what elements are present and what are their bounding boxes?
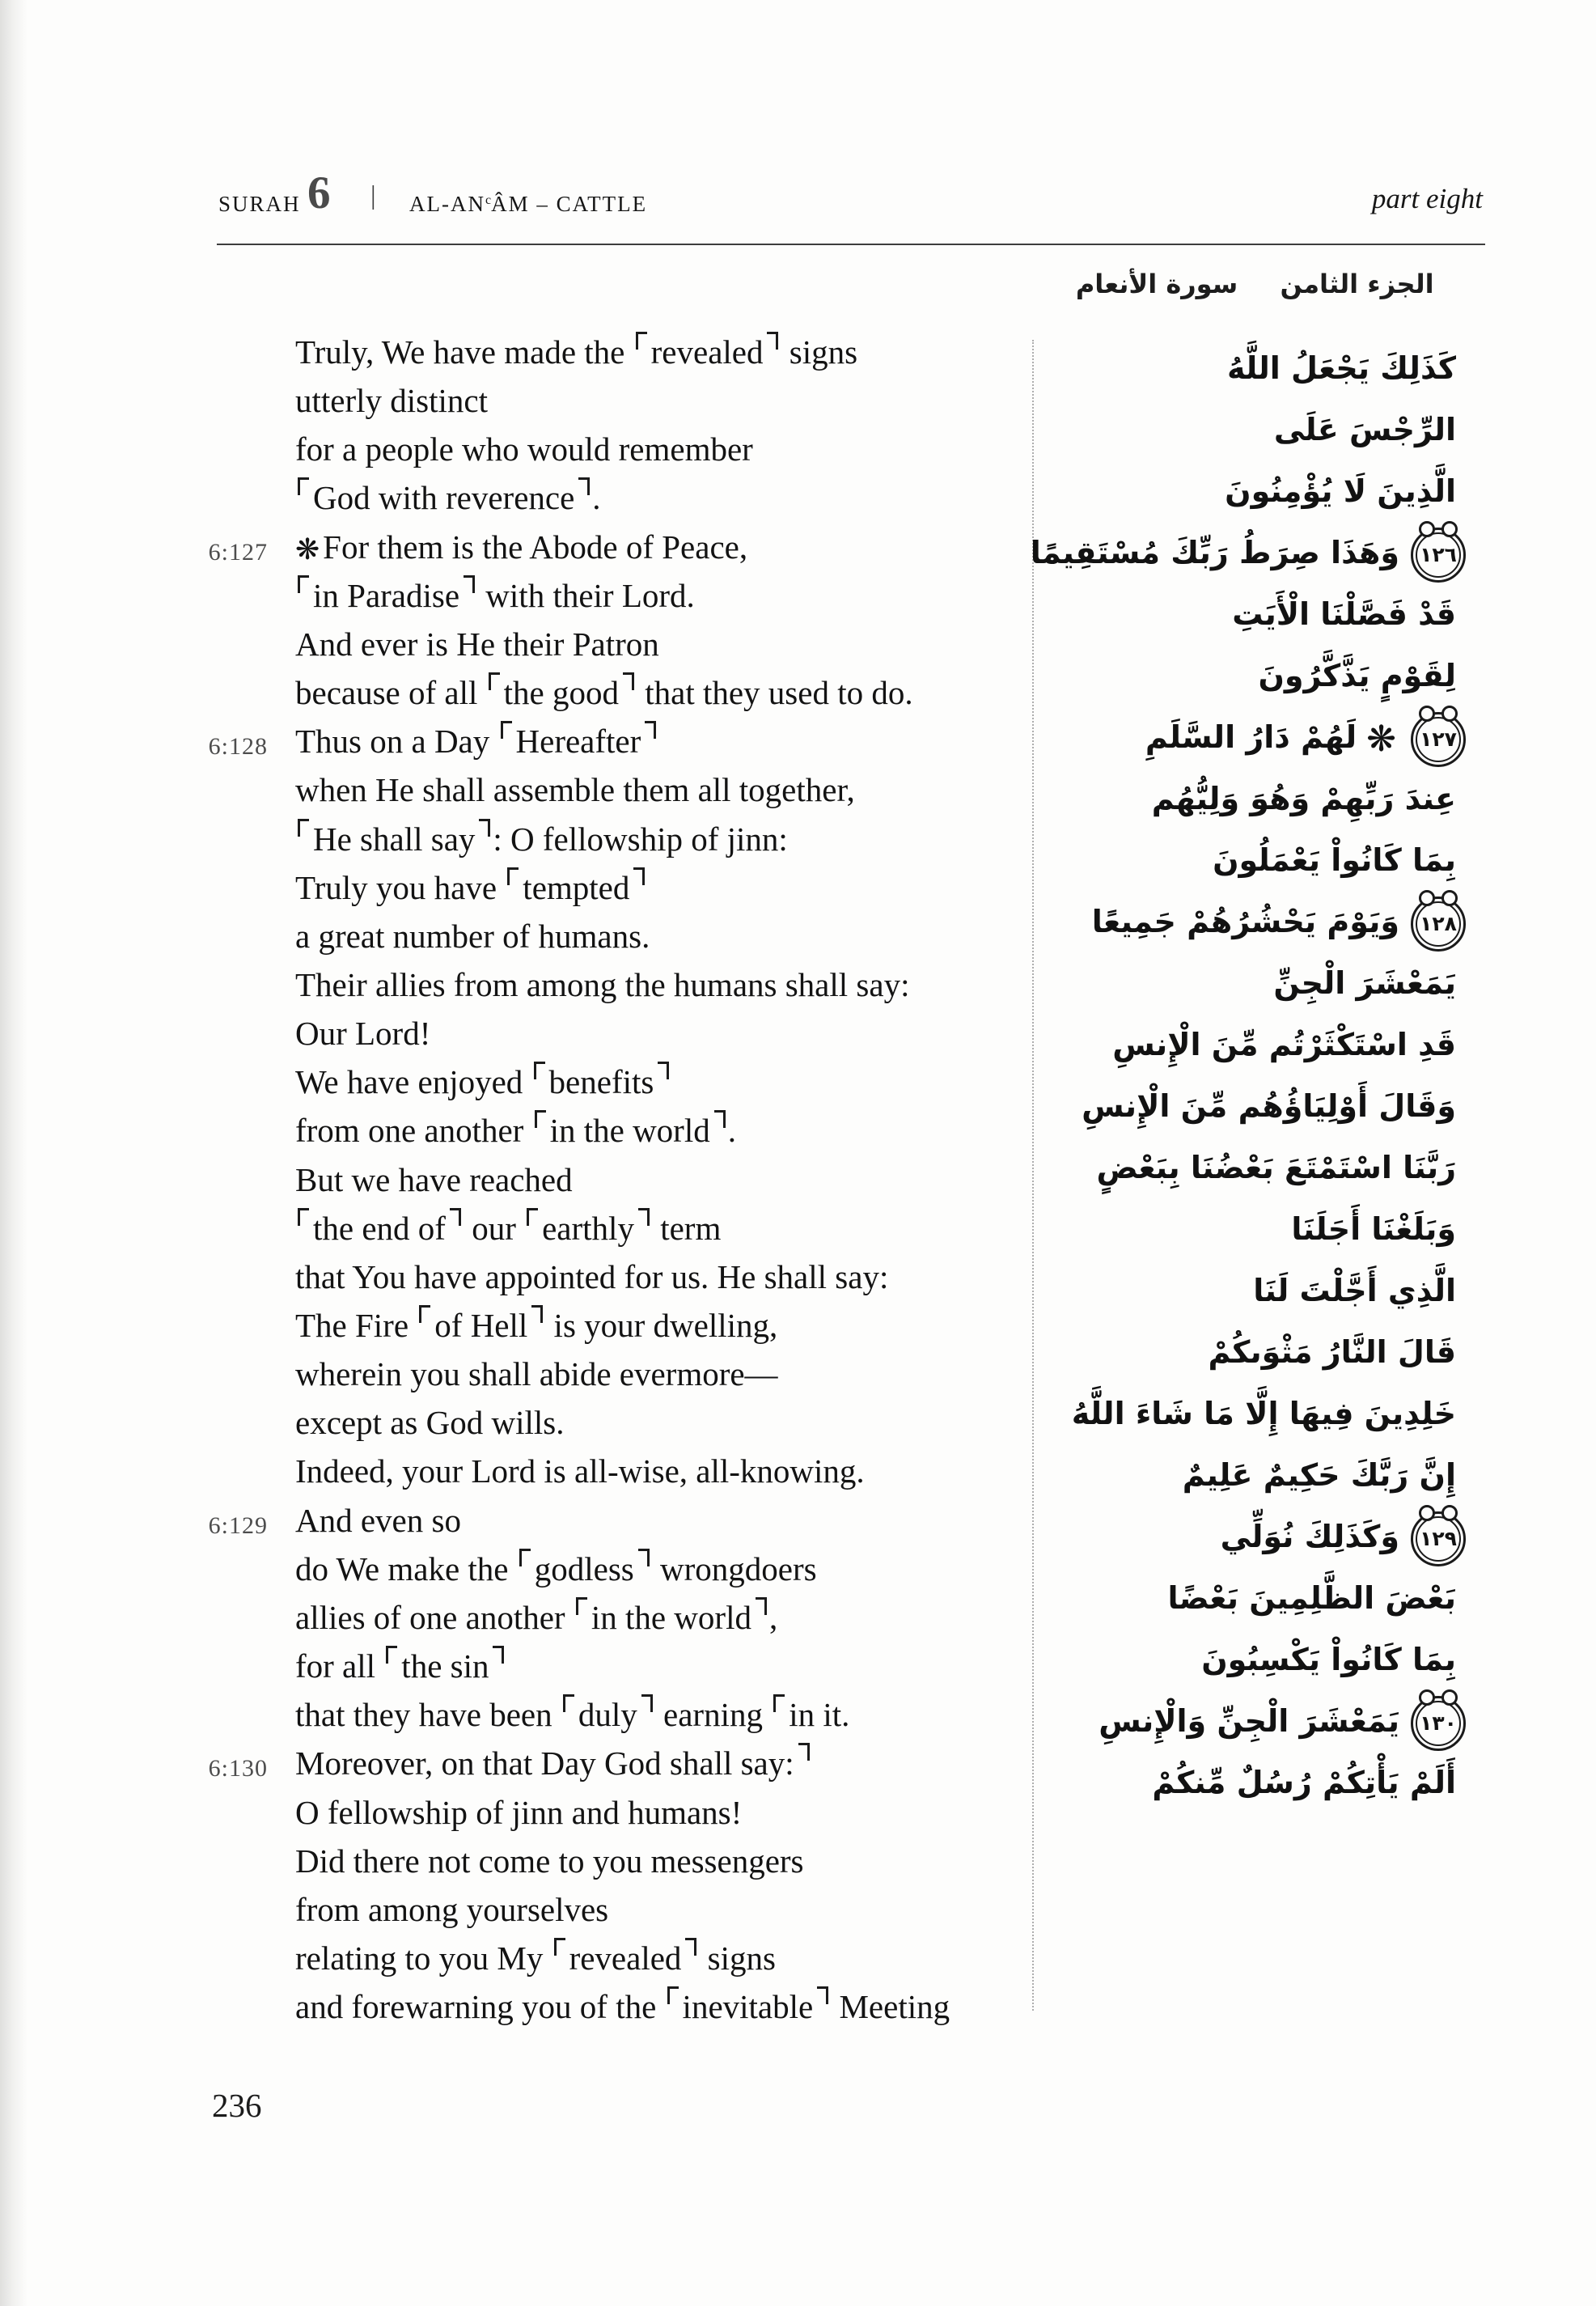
english-line: 6:129 And even so [295,1498,461,1542]
english-line: Truly, We have made the revealed signs [295,333,858,371]
half-bracket-close-icon [658,1062,669,1079]
verse-medallion [1411,1696,1466,1751]
half-bracket-open-icon [519,1549,531,1566]
verse-medallion [1411,1511,1466,1566]
english-line: Did there not come to you messengers [295,1842,804,1880]
arabic-line: قَالَ النَّارُ مَثْوَىكُمْ [1208,1334,1456,1370]
arabic-line: يَمَعْشَرَ الْجِنِّ [1273,965,1456,1001]
half-bracket-open-icon [298,1208,309,1226]
arabic-line: بِمَا كَانُواْ يَعْمَلُونَ [1213,842,1456,878]
half-bracket-open-icon [298,819,309,837]
english-line: wherein you shall abide evermore— [295,1355,778,1393]
page-edge-shading [0,0,28,2306]
half-bracket-open-icon [527,1208,538,1226]
arabic-line: لِقَوْمٍ يَذَّكَّرُونَ [1258,658,1456,693]
medallion-verse-number: ١٢٦ [1420,543,1457,566]
half-bracket-open-icon [419,1305,430,1323]
half-bracket-close-icon [578,477,590,495]
half-bracket-close-icon [641,1694,653,1712]
english-line: 6:128 Thus on a Day Hereafter [295,719,658,763]
half-bracket-open-icon [501,721,512,739]
hizb-flower-icon: ❋ [1366,718,1396,760]
arabic-line: بِمَا كَانُواْ يَكْسِبُونَ [1201,1642,1456,1677]
arabic-line: الرِّجْسَ عَلَى [1273,412,1456,447]
half-bracket-close-icon [685,1938,696,1956]
header-separator: | [370,181,376,210]
english-line: when He shall assemble them all together, [295,771,855,809]
half-bracket-open-icon [534,1062,545,1079]
half-bracket-close-icon [817,1986,828,2004]
arabic-line: رَبَّنَا اسْتَمْتَعَ بَعْضُنَا بِبَعْضٍ [1096,1150,1456,1185]
half-bracket-close-icon [756,1597,767,1615]
english-line: He shall say : O fellowship of jinn: [295,817,788,861]
surah-calligraphy-head: سورة الأنعام [1075,269,1238,299]
english-line: Indeed, your Lord is all-wise, all-knowing. [295,1452,865,1490]
ayn-superscript: c [485,193,492,207]
half-bracket-close-icon [767,332,778,350]
half-bracket-close-icon [638,1549,650,1566]
half-bracket-close-icon [531,1305,543,1323]
english-line: Our Lord! [295,1015,431,1053]
english-line: O fellowship of jinn and humans! [295,1793,743,1831]
half-bracket-close-icon [714,1110,726,1128]
english-line: that You have appointed for us. He shall say: [295,1257,889,1295]
medallion-verse-number: ١٣٠ [1420,1711,1457,1735]
arabic-line: الَّذِينَ لَا يُؤْمِنُونَ [1225,473,1456,509]
arabic-line: ١٢٨ وَيَوْمَ يَحْشُرُهُمْ جَمِيعًا [1092,891,1466,952]
english-line: for a people who would remember [295,430,753,468]
english-line: except as God wills. [295,1404,565,1442]
english-line: a great number of humans. [295,917,650,955]
medallion-verse-number: ١٢٩ [1420,1527,1457,1550]
column-divider-rule [1032,340,1034,2011]
half-bracket-close-icon [798,1743,810,1761]
english-line: We have enjoyed benefits [295,1060,671,1104]
english-line: from one another in the world . [295,1112,736,1150]
half-bracket-open-icon [489,672,500,690]
verse-medallion [1411,528,1466,583]
half-bracket-open-icon [667,1986,679,2004]
half-bracket-open-icon [298,575,309,593]
surah-number: 6 [307,167,331,218]
arabic-line: الَّذِي أَجَّلْتَ لَنَا [1253,1273,1456,1308]
arabic-line: وَقَالَ أَوْلِيَاؤُهُم مِّنَ الْإِنسِ [1082,1088,1456,1124]
part-label: part eight [1371,183,1483,214]
english-line: Their allies from among the humans shall say: [295,965,910,1003]
half-bracket-close-icon [450,1208,461,1226]
verse-number-label: 6:128 [208,733,268,761]
english-line: because of all the good that they used to do. [295,674,913,712]
surah-name [409,192,647,217]
arabic-line: كَذَلِكَ يَجْعَلُ اللَّهُ [1226,350,1456,386]
english-line: for all the sin [295,1644,506,1688]
arabic-line: قَدْ فَصَّلْنَا الْأَيَتِ [1232,596,1456,632]
half-bracket-open-icon [535,1110,546,1128]
english-line: Truly you have tempted [295,866,647,909]
arabic-line: عِندَ رَبِّهِمْ وَهُوَ وَلِيُّهُم [1151,781,1456,816]
verse-medallion [1411,897,1466,952]
english-line: utterly distinct [295,382,488,420]
verse-number-label: 6:130 [208,1755,268,1782]
header-rule [217,244,1485,245]
english-line: the end of our earthly term [295,1206,721,1250]
half-bracket-close-icon [645,721,656,739]
english-line: relating to you My revealed signs [295,1939,776,1977]
verse-medallion [1411,712,1466,767]
english-line: allies of one another in the world , [295,1598,778,1636]
half-bracket-close-icon [623,672,634,690]
verse-number-label: 6:129 [208,1511,268,1539]
page-number: 236 [212,2087,262,2124]
half-bracket-close-icon [479,819,490,837]
arabic-line: خَلِدِينَ فِيهَا إِلَّا مَا شَاءَ اللَّهُ [1071,1396,1456,1431]
medallion-verse-number: ١٢٨ [1420,912,1457,935]
english-line: The Fire of Hell is your dwelling, [295,1307,778,1344]
medallion-verse-number: ١٢٧ [1420,727,1457,751]
surah-name-post: ÂM – CATTLE [491,192,648,216]
arabic-line: أَلَمْ يَأْتِكُمْ رُسُلٌ مِّنكُمْ [1152,1765,1456,1800]
half-bracket-open-icon [554,1938,565,1956]
arabic-line: ١٣٠ يَمَعْشَرَ الْجِنِّ وَالْإِنسِ [1099,1690,1466,1752]
surah-name-pre: AL-AN [409,192,485,216]
english-line: God with reverence . [295,476,601,519]
half-bracket-open-icon [563,1694,574,1712]
half-bracket-close-icon [633,867,645,885]
arabic-line: ١٢٩ وَكَذَلِكَ نُوَلِّي [1221,1506,1466,1567]
half-bracket-open-icon [636,332,647,350]
english-line: and forewarning you of the inevitable Meeting [295,1988,950,2026]
half-bracket-open-icon [773,1694,785,1712]
arabic-line: بَعْضَ الظَّلِمِينَ بَعْضًا [1167,1580,1456,1616]
half-bracket-close-icon [493,1646,504,1664]
english-line: But we have reached [295,1160,573,1198]
half-bracket-open-icon [298,477,309,495]
arabic-line: ١٢٦ وَهَذَا صِرَطُ رَبِّكَ مُسْتَقِيمًا [1031,522,1466,583]
arabic-line: قَدِ اسْتَكْثَرْتُم مِّنَ الْإِنسِ [1112,1027,1456,1062]
half-bracket-open-icon [386,1646,397,1664]
arabic-line: وَبَلَغْنَا أَجَلَنَا [1291,1211,1456,1247]
arabic-line: إِنَّ رَبَّكَ حَكِيمٌ عَلِيمٌ [1182,1457,1456,1493]
half-bracket-close-icon [464,575,475,593]
english-line: from among yourselves [295,1890,609,1928]
arabic-line: ١٢٧ ❋لَهُمْ دَارُ السَّلَمِ [1145,706,1466,768]
half-bracket-open-icon [576,1597,587,1615]
surah-label: SURAH [218,192,301,216]
half-bracket-open-icon [507,867,519,885]
english-line: do We make the godless wrongdoers [295,1549,817,1587]
juz-calligraphy-head: الجزء الثامن [1280,269,1434,299]
english-line: that they have been duly earning in it. [295,1696,850,1734]
english-line: 6:127 ❋For them is the Abode of Peace, [295,525,747,572]
english-line: And ever is He their Patron [295,625,659,663]
english-line: in Paradise with their Lord. [295,574,695,617]
flower-ornament-icon: ❋ [295,532,320,566]
verse-number-label: 6:127 [208,538,268,566]
english-line: 6:130 Moreover, on that Day God shall say: [295,1741,812,1785]
half-bracket-close-icon [638,1208,650,1226]
